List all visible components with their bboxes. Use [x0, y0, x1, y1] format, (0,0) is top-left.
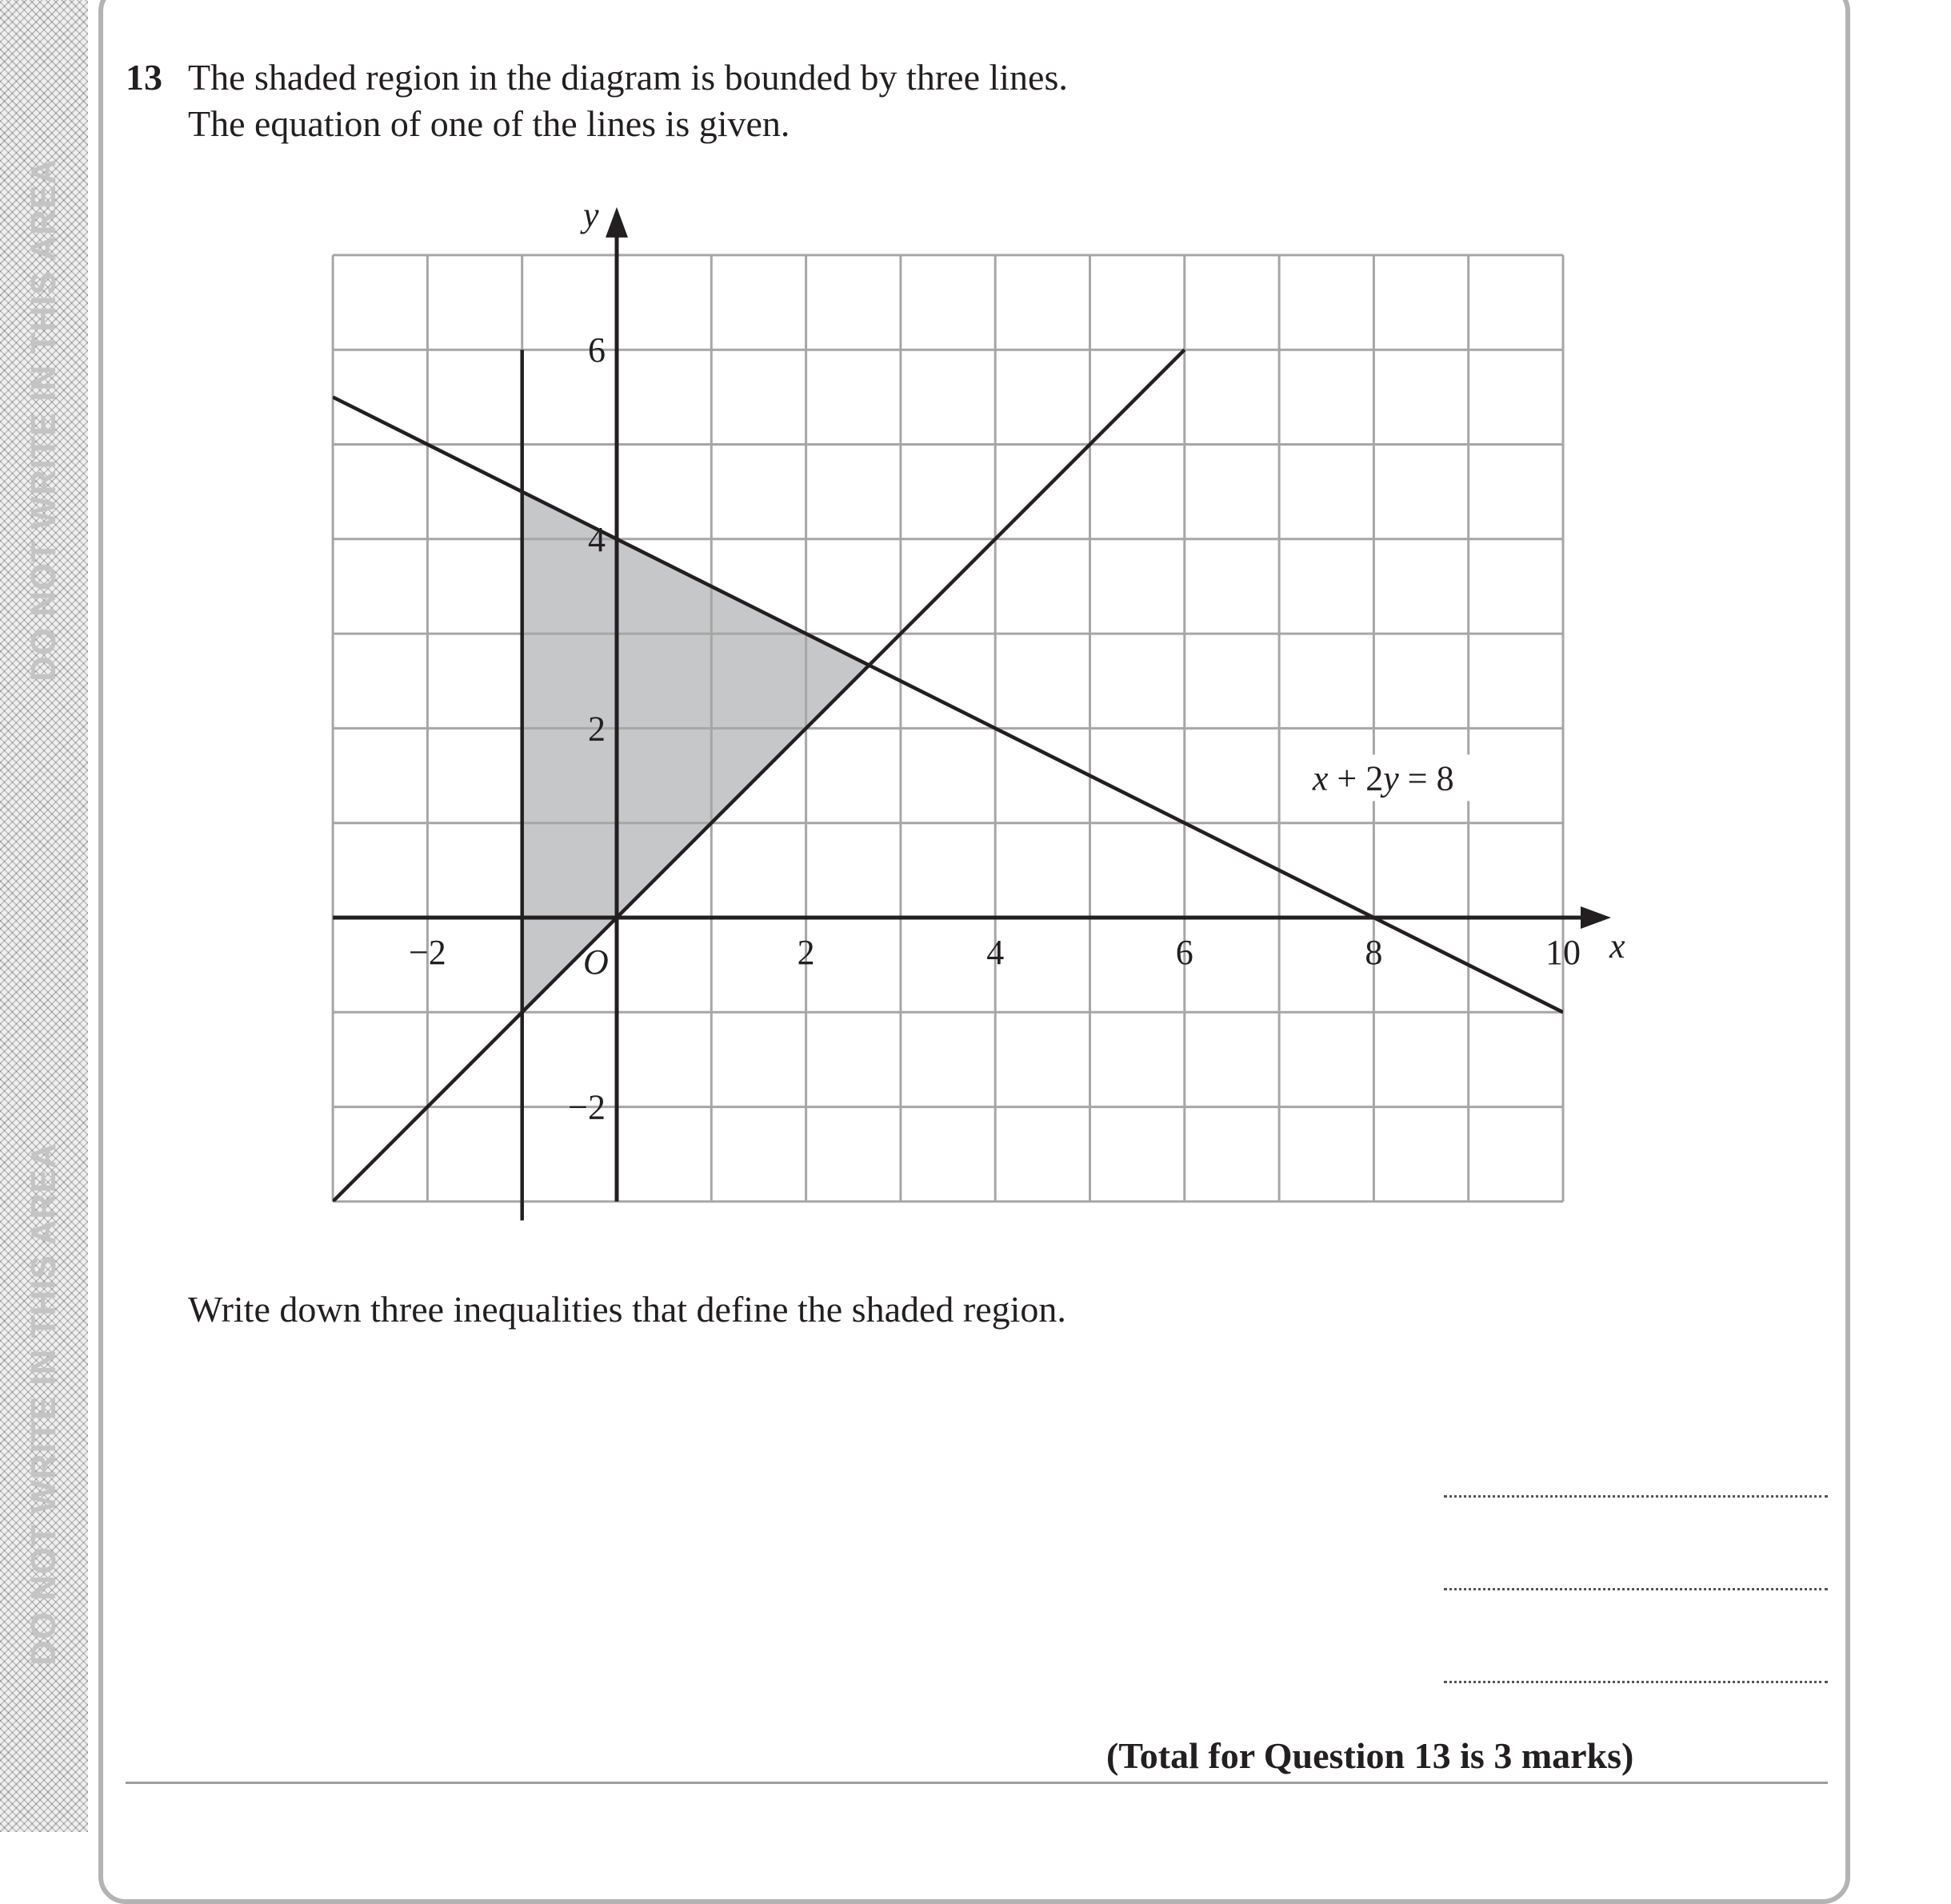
grid [333, 255, 1563, 1202]
margin-warning-bottom: DO NOT WRITE IN THIS AREA [24, 1142, 63, 1666]
answer-line-2[interactable] [1444, 1588, 1828, 1590]
x-tick-label: 8 [1365, 933, 1383, 972]
question-text-line-2: The equation of one of the lines is given. [188, 103, 790, 144]
y-tick-label: 4 [588, 519, 606, 559]
question-number: 13 [126, 57, 162, 98]
x-tick-label: 2 [797, 933, 815, 972]
x-tick-label: −2 [408, 933, 446, 972]
question-total: (Total for Question 13 is 3 marks) [1106, 1735, 1634, 1776]
y-tick-label: −2 [568, 1087, 606, 1127]
y-tick-label: 2 [588, 709, 606, 749]
origin-label: O [583, 942, 609, 982]
answer-line-3[interactable] [1444, 1681, 1828, 1683]
y-axis-label: y [583, 194, 599, 234]
answer-line-1[interactable] [1444, 1495, 1828, 1498]
y-tick-label: 6 [588, 330, 606, 370]
instruction-text: Write down three inequalities that define the shaded region. [188, 1289, 1066, 1330]
x-axis-arrowhead [1581, 906, 1611, 929]
line-label-part: + 2 [1328, 758, 1384, 798]
x-tick-label: 10 [1545, 933, 1581, 972]
x-tick-label: 4 [986, 933, 1005, 972]
line-label-part: y [1383, 758, 1399, 798]
x-axis-label: x [1609, 926, 1625, 966]
boundary-line-diagonal [333, 350, 1185, 1202]
boundary-line-given [333, 397, 1563, 1012]
y-axis-arrowhead [606, 207, 628, 238]
line-equation-label [1312, 758, 1454, 798]
question-divider [126, 1782, 1828, 1784]
margin-warning-top: DO NOT WRITE IN THIS AREA [24, 158, 63, 682]
question-text-line-1: The shaded region in the diagram is bounded by three lines. [188, 57, 1068, 98]
line-label-part: x [1312, 758, 1329, 798]
line-label-part: = 8 [1398, 758, 1454, 798]
shaded-region [522, 492, 870, 1013]
x-tick-label: 6 [1175, 933, 1193, 972]
